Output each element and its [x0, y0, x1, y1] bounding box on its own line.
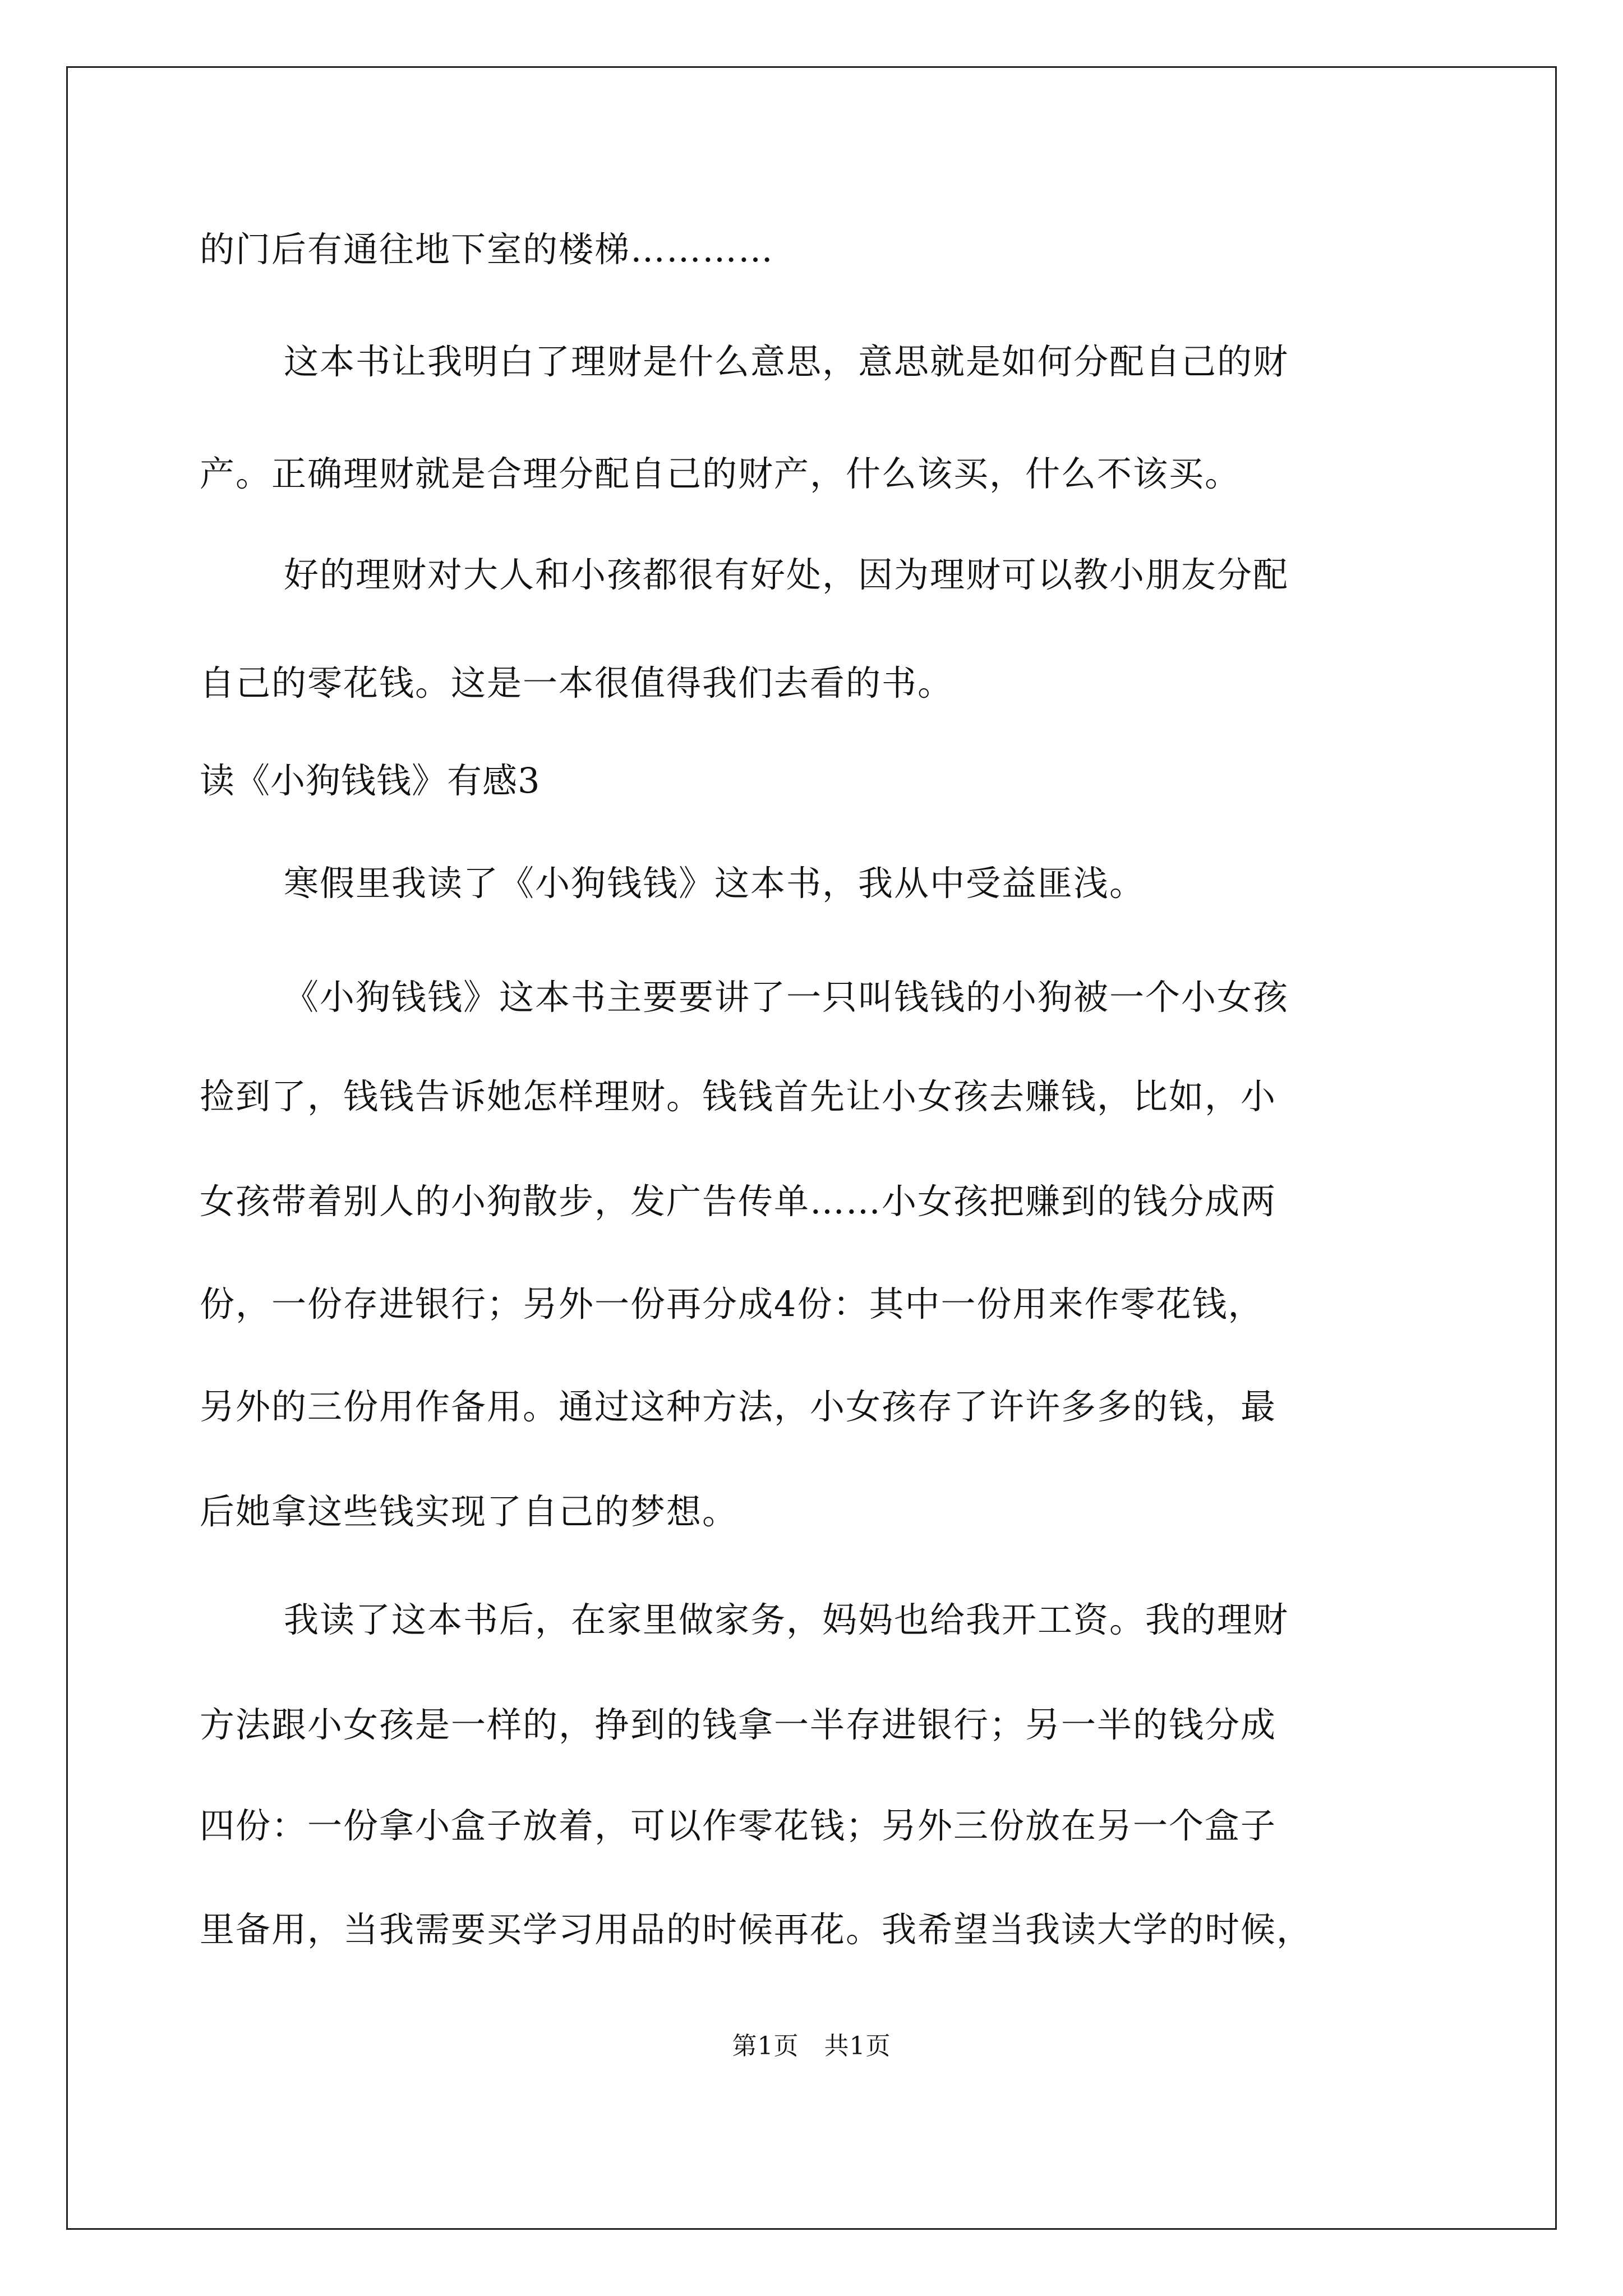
section-heading: 读《小狗钱钱》有感3 — [200, 760, 541, 801]
text-line: 《小狗钱钱》这本书主要要讲了一只叫钱钱的小狗被一个小女孩 — [284, 977, 1289, 1018]
text-line: 另外的三份用作备用。通过这种方法，小女孩存了许许多多的钱，最 — [200, 1386, 1277, 1427]
text-line: 方法跟小女孩是一样的，挣到的钱拿一半存进银行；另一半的钱分成 — [200, 1704, 1277, 1745]
text-line: 好的理财对大人和小孩都很有好处，因为理财可以教小朋友分配 — [284, 554, 1289, 595]
page-border — [66, 66, 1557, 2230]
text-line: 后她拿这些钱实现了自己的梦想。 — [200, 1491, 739, 1532]
text-line: 寒假里我读了《小狗钱钱》这本书，我从中受益匪浅。 — [284, 863, 1146, 904]
text-line: 捡到了，钱钱告诉她怎样理财。钱钱首先让小女孩去赚钱，比如，小 — [200, 1076, 1277, 1117]
text-line: 自己的零花钱。这是一本很值得我们去看的书。 — [200, 662, 954, 703]
text-line: 这本书让我明白了理财是什么意思，意思就是如何分配自己的财 — [284, 341, 1289, 382]
text-line: 产。正确理财就是合理分配自己的财产，什么该买，什么不该买。 — [200, 453, 1241, 494]
text-line: 里备用，当我需要买学习用品的时候再花。我希望当我读大学的时候， — [200, 1909, 1313, 1950]
text-line: 女孩带着别人的小狗散步，发广告传单……小女孩把赚到的钱分成两 — [200, 1181, 1277, 1222]
page-number: 第1页 共1页 — [732, 2032, 891, 2060]
text-line: 份，一份存进银行；另外一份再分成4份：其中一份用来作零花钱， — [200, 1283, 1264, 1324]
text-line: 的门后有通往地下室的楼梯………… — [200, 229, 774, 270]
text-line: 四份：一份拿小盒子放着，可以作零花钱；另外三份放在另一个盒子 — [200, 1805, 1277, 1846]
text-line: 我读了这本书后，在家里做家务，妈妈也给我开工资。我的理财 — [284, 1599, 1289, 1640]
